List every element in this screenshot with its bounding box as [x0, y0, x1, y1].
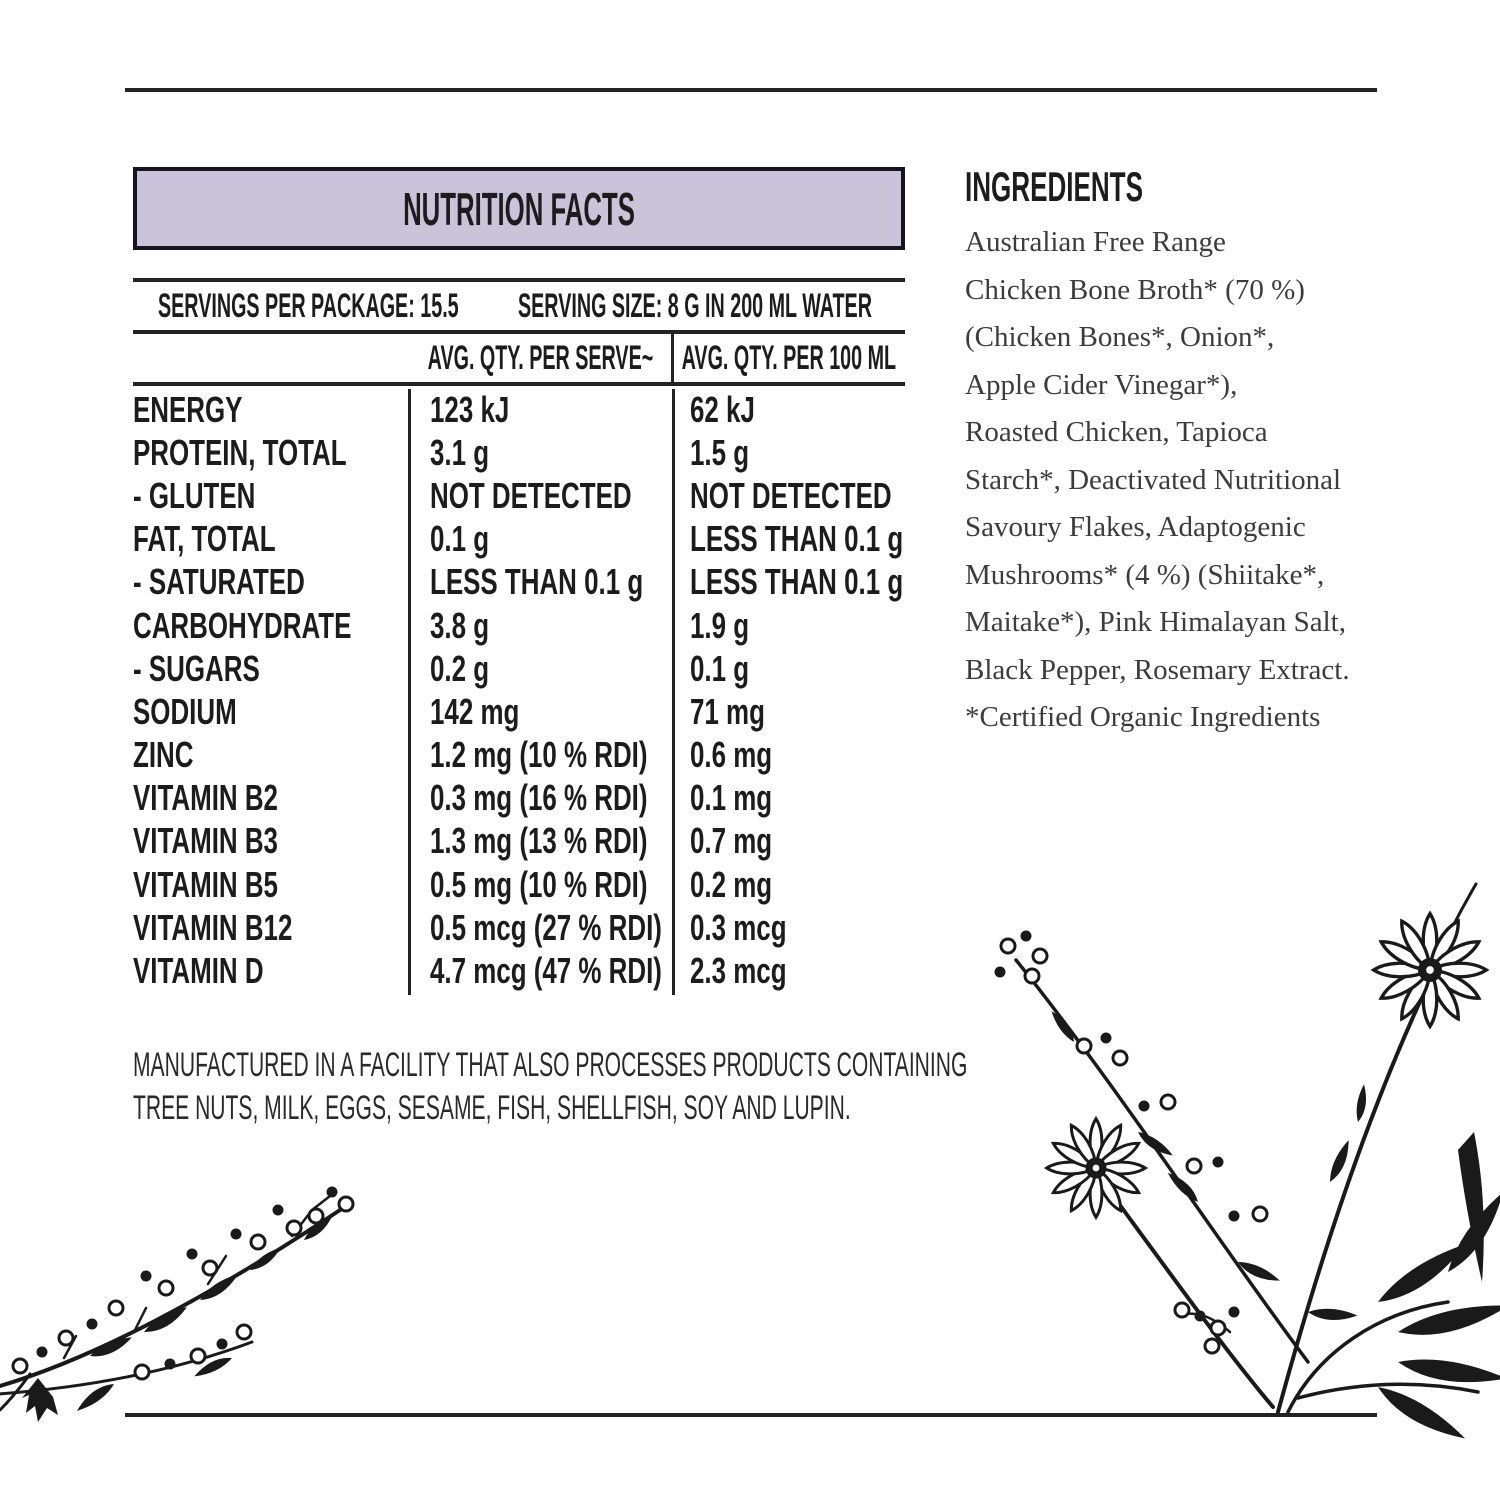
ingredients-text-line: Savoury Flakes, Adaptogenic [965, 511, 1306, 543]
value-per-serve: NOT DETECTED [430, 475, 632, 517]
table-row [133, 475, 905, 518]
table-row [133, 605, 905, 648]
nutrition-facts-title: NUTRITION FACTS [403, 182, 635, 235]
ingredients-text-line: Chicken Bone Broth* (70 %) [965, 273, 1305, 306]
value-per-100ml: 71 mg [690, 691, 765, 733]
value-per-serve: 142 mg [430, 691, 520, 733]
value-per-serve: 1.2 mg (10 % RDI) [430, 734, 648, 776]
nutrient-label: - SUGARS [133, 647, 260, 689]
bottom-divider-line [125, 1413, 1377, 1417]
ingredients-section [965, 165, 1395, 742]
ingredients-text-line: Apple Cider Vinegar*), [965, 368, 1238, 401]
table-row [133, 907, 905, 950]
botanical-illustration-right [995, 884, 1500, 1452]
value-per-100ml: NOT DETECTED [690, 475, 892, 517]
table-row [133, 778, 905, 821]
value-per-100ml: LESS THAN 0.1 g [690, 518, 904, 560]
column-header-per-100ml: AVG. QTY. PER 100 ML [681, 338, 896, 377]
value-per-serve: 123 kJ [430, 388, 510, 430]
value-per-serve: 3.1 g [430, 431, 490, 473]
table-row [133, 735, 905, 778]
table-row [133, 864, 905, 907]
header-bottom-line [133, 382, 905, 386]
value-per-100ml: 0.3 mcg [690, 907, 787, 949]
value-per-100ml: 0.2 mg [690, 863, 773, 905]
column-header-per-serve: AVG. QTY. PER SERVE~ [427, 338, 653, 377]
table-row [133, 821, 905, 864]
nutrient-label: ZINC [133, 734, 194, 776]
disclaimer-line-2: TREE NUTS, MILK, EGGS, SESAME, FISH, SHELLFISH, SOY AND LUPIN. [133, 1089, 851, 1127]
value-per-100ml: 0.6 mg [690, 734, 773, 776]
ingredients-text-line: Black Pepper, Rosemary Extract. [965, 653, 1350, 686]
value-per-serve: 0.3 mg (16 % RDI) [430, 777, 648, 819]
table-row [133, 950, 905, 993]
nutrient-label: - GLUTEN [133, 475, 256, 517]
table-row [133, 389, 905, 432]
value-per-serve: 0.1 g [430, 518, 490, 560]
table-row [133, 432, 905, 475]
header-column-divider [671, 334, 674, 382]
table-row [133, 648, 905, 691]
table-row [133, 519, 905, 562]
botanical-illustration-left [0, 1187, 353, 1423]
servings-per-package: SERVINGS PER PACKAGE: 15.5 [158, 286, 459, 325]
ingredients-text-line: Roasted Chicken, Tapioca [965, 416, 1268, 448]
table-row [133, 691, 905, 734]
disclaimer-line-1: MANUFACTURED IN A FACILITY THAT ALSO PROCESSES PRODUCTS CONTAINING [133, 1046, 968, 1084]
value-per-100ml: LESS THAN 0.1 g [690, 561, 904, 603]
serving-size: SERVING SIZE: 8 G IN 200 ML WATER [518, 286, 872, 325]
ingredients-text-line: Australian Free Range [965, 226, 1226, 258]
nutrient-label: VITAMIN B5 [133, 863, 278, 905]
value-per-100ml: 0.7 mg [690, 820, 773, 862]
nutrient-label: PROTEIN, TOTAL [133, 431, 347, 473]
nutrient-label: SODIUM [133, 691, 237, 733]
nutrition-facts-title-box [133, 167, 905, 250]
value-per-100ml: 2.3 mcg [690, 950, 787, 992]
value-per-serve: 1.3 mg (13 % RDI) [430, 820, 648, 862]
top-divider-line [125, 88, 1377, 92]
ingredients-text-line: Maitake*), Pink Himalayan Salt, [965, 606, 1346, 638]
value-per-100ml: 0.1 g [690, 647, 750, 689]
value-per-serve: 0.5 mcg (27 % RDI) [430, 907, 662, 949]
nutrient-label: - SATURATED [133, 561, 305, 603]
value-per-serve: 0.2 g [430, 647, 490, 689]
servings-row [133, 282, 905, 330]
value-per-serve: 3.8 g [430, 604, 490, 646]
value-per-serve: 4.7 mcg (47 % RDI) [430, 950, 662, 992]
nutrient-label: VITAMIN B2 [133, 777, 278, 819]
value-per-serve: 0.5 mg (10 % RDI) [430, 863, 648, 905]
nutrient-label: CARBOHYDRATE [133, 604, 352, 646]
table-header-row [133, 334, 905, 382]
table-row [133, 562, 905, 605]
ingredients-text-line: Mushrooms* (4 %) (Shiitake*, [965, 558, 1325, 591]
value-per-100ml: 1.9 g [690, 604, 750, 646]
value-per-100ml: 0.1 mg [690, 777, 773, 819]
ingredients-text-line: Starch*, Deactivated Nutritional [965, 463, 1342, 496]
nutrient-label: FAT, TOTAL [133, 518, 276, 560]
nutrition-table-body [133, 389, 905, 994]
ingredients-title: INGREDIENTS [965, 163, 1143, 210]
nutrient-label: VITAMIN B12 [133, 907, 293, 949]
ingredients-text-line: *Certified Organic Ingredients [965, 701, 1321, 733]
nutrient-label: VITAMIN B3 [133, 820, 278, 862]
ingredients-text-line: (Chicken Bones*, Onion*, [965, 321, 1275, 353]
value-per-serve: LESS THAN 0.1 g [430, 561, 644, 603]
value-per-100ml: 1.5 g [690, 431, 750, 473]
nutrition-facts-panel [133, 167, 905, 1007]
ingredients-text [965, 219, 1395, 742]
nutrient-label: ENERGY [133, 388, 243, 430]
nutrient-label: VITAMIN D [133, 950, 264, 992]
allergen-disclaimer [133, 1044, 1479, 1130]
value-per-100ml: 62 kJ [690, 388, 755, 430]
